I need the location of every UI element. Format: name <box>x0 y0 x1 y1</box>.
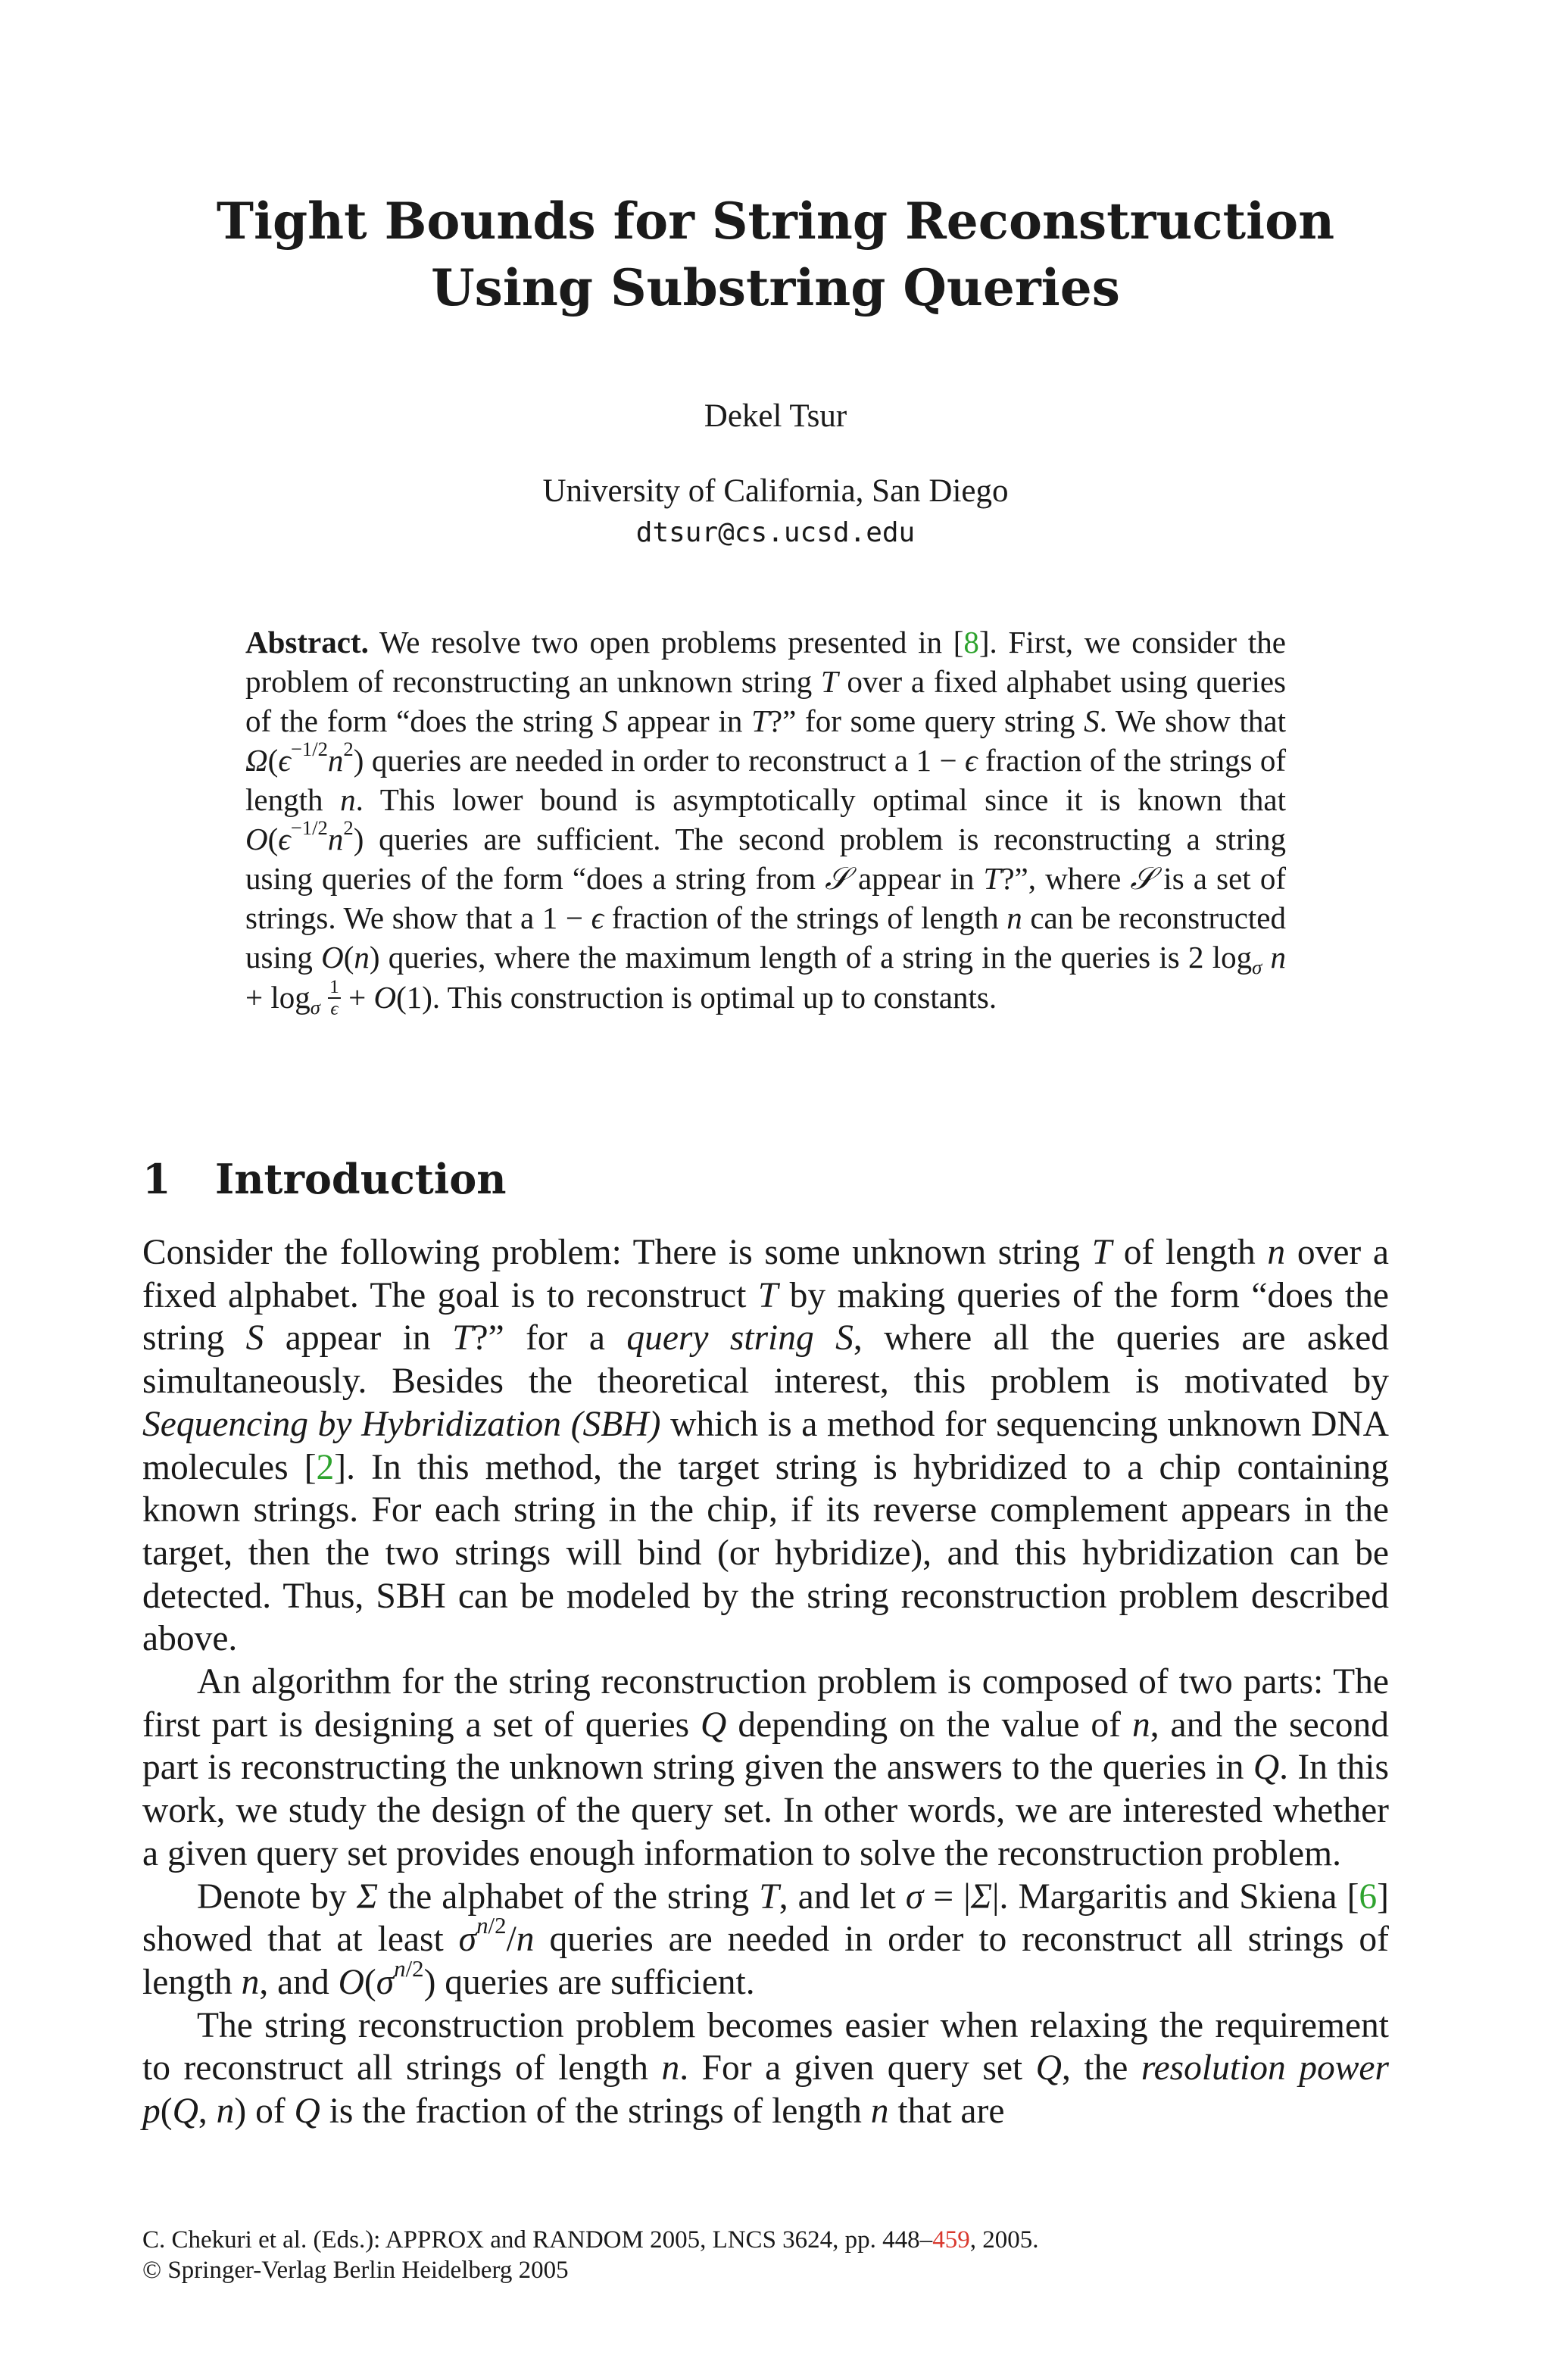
paragraph: An algorithm for the string reconstruction problem is composed of two parts: The first part is designing a set of queries Q depending on the value of n, and the second part is reconstructing the unknown string given the answers to the queries in Q. In this work, we study the design of the query set. In other words, we are interested whether a given query set provides enough information to solve the reconstruction problem. <box>142 1662 1389 1873</box>
title-line-1: Tight Bounds for String Reconstruction <box>216 192 1335 251</box>
citation-link[interactable]: 8 <box>963 625 979 660</box>
body-text <box>142 1231 1389 2133</box>
paragraph: Consider the following problem: There is some unknown string T of length n over a fixed alphabet. The goal is to reconstruct T by making queries of the form “does the string S appear in T?” for a query string S, where all the queries are asked simultaneously. Besides the theoretical interest, this problem is motivated by Sequencing by Hybridization (SBH) which is a method for sequencing unknown DNA molecules [2]. In this method, the target string is hybridized to a chip containing known strings. For each string in the chip, if its reverse complement appears in the target, then the two strings will bind (or hybridize), and this hybridization can be detected. Thus, SBH can be modeled by the string reconstruction problem described above. <box>142 1233 1390 1659</box>
citation-link[interactable]: 6 <box>1359 1876 1378 1917</box>
citation-link[interactable]: 2 <box>316 1447 335 1487</box>
author-email[interactable]: dtsur@cs.ucsd.edu <box>635 517 916 548</box>
title-line-2: Using Substring Queries <box>431 258 1120 317</box>
section-title: Introduction <box>215 1155 507 1203</box>
paragraph: Denote by Σ the alphabet of the string T, and let σ = |Σ|. Margaritis and Skiena [6] showed that at least $\sigma^{n/2}/n$ queries are needed in order to reconstruct all strings of length n, and $O(\sigma^{n/2})$ queries are sufficient. <box>142 1876 1389 2002</box>
author-name: Dekel Tsur <box>704 398 847 434</box>
footer-citation: C. Chekuri et al. (Eds.): APPROX and RANDOM 2005, LNCS 3624, pp. 448–459, 2005. <box>142 2226 1039 2254</box>
abstract-label: Abstract. <box>245 625 369 660</box>
affiliation: University of California, San Diego <box>542 473 1009 509</box>
footer <box>142 2225 1038 2285</box>
paragraph: The string reconstruction problem becomes easier when relaxing the requirement to reconstruct all strings of length n. For a given query set Q, the resolution power p(Q, n) of Q is the fraction of the strings of length n that are <box>142 2005 1389 2132</box>
page-link[interactable]: 459 <box>932 2226 970 2254</box>
abstract: Abstract. We resolve two open problems presented in [8]. First, we consider the problem of reconstructing an unknown string T over a fixed alphabet using queries of the form “does the string S appear in T?” for some query string S. We show that $\Omega(\epsilon^{-1/2}n^2)$ queries are needed in order to reconstruct a 1 − ϵ fraction of the strings of length n. This lower bound is asymptotically optimal since it is known that $O(\epsilon^{-1/2}n^2)$ queries are sufficient. The second problem is reconstructing a string using queries of the form “does a string from 𝒮 appear in T?”, where 𝒮 is a set of strings. We show that a 1 − ϵ fraction of the strings of length n can be reconstructed using O(n) queries, where the maximum length of a string in the queries is 2 $\log_\sigma n + \log_\sigma$ $\frac{1}{\epsilon}$ + O(1). This construction is optimal up to constants. <box>245 625 1286 1019</box>
footer-copyright: © Springer-Verlag Berlin Heidelberg 2005 <box>142 2257 569 2284</box>
section-heading <box>142 1153 507 1206</box>
section-number: 1 <box>142 1155 171 1203</box>
paper-title <box>0 188 1551 321</box>
